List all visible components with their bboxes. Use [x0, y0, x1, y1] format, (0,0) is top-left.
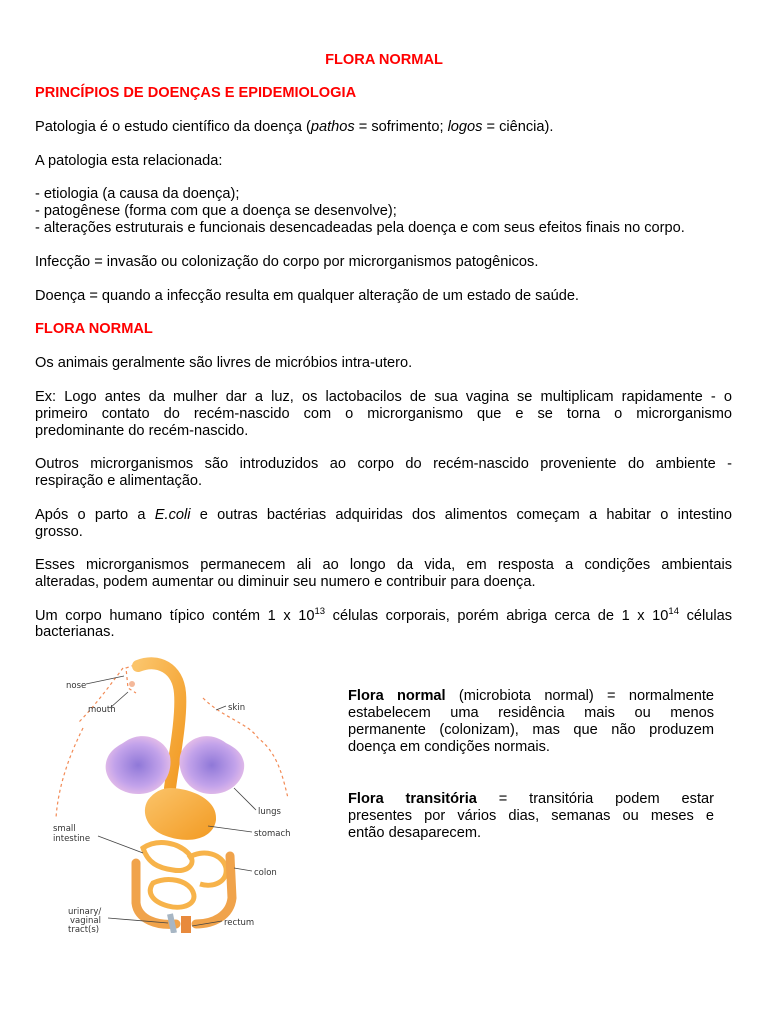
right-lung	[180, 736, 245, 794]
text-span: Após o parto a	[35, 507, 155, 523]
label-rectum: rectum	[224, 918, 255, 928]
list-item: - alterações estruturais e funcionais desencadeadas pela doença e com seus efeitos finais no corpo.	[35, 220, 685, 236]
definition-flora-normal	[348, 688, 714, 756]
text-span: = sofrimento;	[354, 119, 448, 135]
text-span: células corporais, porém abriga cerca de 1 x 10	[325, 608, 669, 624]
label-vaginal: vaginal	[70, 916, 101, 926]
text-span: células	[678, 608, 733, 624]
label-stomach: stomach	[254, 829, 291, 839]
paragraph-lifetime-line: alteradas, podem aumentar ou diminuir seu numero e contribuir para doença.	[35, 574, 536, 590]
label-skin: skin	[228, 703, 246, 713]
list-item: - etiologia (a causa da doença);	[35, 186, 240, 202]
italic-pathos: pathos	[310, 119, 355, 135]
text-span: e outras bactérias adquiridas dos alimentos começam a habitar o intestino	[190, 507, 732, 523]
definition-flora-transitoria	[348, 791, 714, 842]
label-lungs: lungs	[258, 807, 281, 817]
definition-line	[348, 791, 714, 808]
label-nose: nose	[66, 681, 87, 691]
document-title: FLORA NORMAL	[325, 52, 443, 68]
paragraph-disease: Doença = quando a infecção resulta em qualquer alteração de um estado de saúde.	[35, 288, 579, 304]
stomach	[145, 788, 216, 840]
label-mouth: mouth	[88, 705, 116, 715]
text-span: Um corpo humano típico contém 1 x 10	[35, 608, 315, 624]
text-span: = transitória podem estar	[476, 791, 714, 807]
definition-line: permanente (colonizam), mas que não produzem	[348, 722, 714, 738]
paragraph-cells-line	[35, 608, 732, 625]
exponent-14: 14	[668, 606, 679, 617]
text-span: Patologia é o estudo científico da doença (	[35, 119, 311, 135]
term-flora-normal: Flora normal	[348, 688, 446, 704]
label-colon: colon	[254, 868, 277, 878]
italic-ecoli: E.coli	[154, 507, 191, 523]
paragraph-example-line: primeiro contato do recém-nascido com o microrganismo que e se torna o microrganismo	[35, 406, 732, 422]
label-small: small	[53, 824, 76, 834]
italic-logos: logos	[447, 119, 483, 135]
text-span: (microbiota normal) = normalmente	[445, 688, 715, 704]
left-lung	[106, 736, 171, 794]
label-urinary: urinary/	[68, 907, 102, 917]
paragraph-others-line: respiração e alimentação.	[35, 473, 203, 489]
exponent-13: 13	[314, 606, 326, 617]
small-intestine	[143, 843, 226, 908]
section-heading-flora: FLORA NORMAL	[35, 321, 153, 337]
definition-line: então desaparecem.	[348, 825, 482, 841]
paragraph-lifetime-line: Esses microrganismos permanecem ali ao longo da vida, em resposta a condições ambientais	[35, 557, 732, 573]
term-flora-transitoria: Flora transitória	[348, 791, 477, 807]
definition-line: estabelecem uma residência mais ou menos	[348, 705, 714, 721]
definition-line: doença em condições normais.	[348, 739, 550, 755]
paragraph-others-line: Outros microrganismos são introduzidos ao corpo do recém-nascido proveniente do ambiente -	[35, 456, 732, 472]
definition-line	[348, 688, 714, 705]
mouth-mark	[129, 681, 135, 687]
label-intestine: intestine	[53, 834, 91, 844]
paragraph-animals: Os animais geralmente são livres de micróbios intra-utero.	[35, 355, 413, 371]
text-span: = ciência).	[482, 119, 554, 135]
urinary-tract	[170, 914, 174, 933]
label-tracts: tract(s)	[68, 925, 100, 933]
paragraph-pathology	[35, 119, 553, 136]
paragraph-example-line: Ex: Logo antes da mulher dar a luz, os lactobacilos de sua vagina se multiplicam rapidamente - o	[35, 389, 732, 405]
body-flora-diagram	[48, 648, 310, 933]
definition-line: presentes por vários dias, semanas ou meses e	[348, 808, 714, 824]
paragraph-infection: Infecção = invasão ou colonização do corpo por microrganismos patogênicos.	[35, 254, 539, 270]
paragraph-related: A patologia esta relacionada:	[35, 153, 223, 169]
paragraph-cells-line: bacterianas.	[35, 624, 115, 640]
paragraph-ecoli-line	[35, 507, 732, 524]
paragraph-ecoli-line: grosso.	[35, 524, 83, 540]
section-heading-principles: PRINCÍPIOS DE DOENÇAS E EPIDEMIOLOGIA	[35, 85, 357, 101]
list-item: - patogênese (forma com que a doença se desenvolve);	[35, 203, 397, 219]
paragraph-example-line: predominante do recém-nascido.	[35, 423, 249, 439]
